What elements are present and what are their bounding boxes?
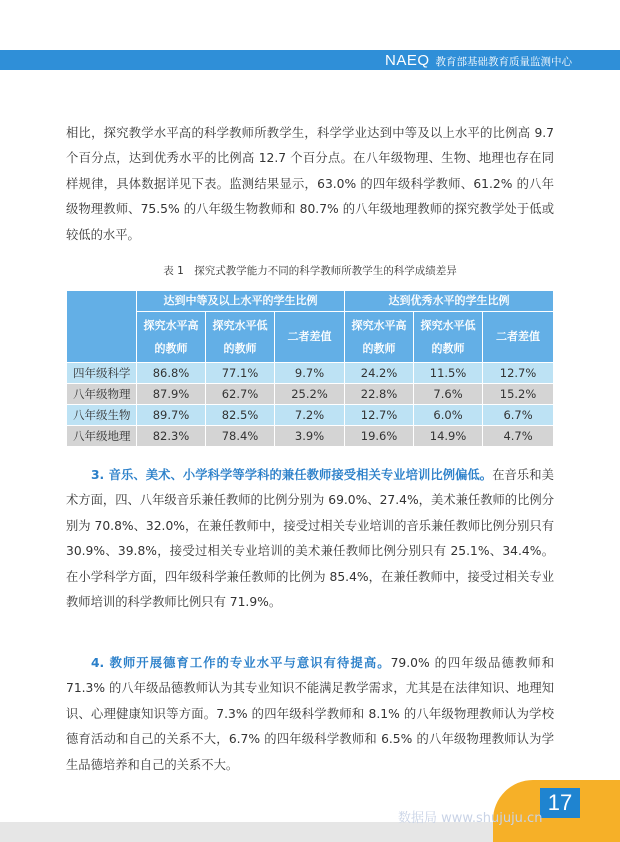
row-label: 四年级科学 [67,363,137,384]
table-cell: 77.1% [206,363,275,384]
table-cell: 89.7% [137,405,206,426]
header-bar [0,50,620,70]
page-number: 17 [547,790,573,815]
sub-header: 探究水平低的教师 [206,312,275,363]
table-cell: 12.7% [483,363,554,384]
paragraph-1: 相比，探究教学水平高的科学教师所教学生，科学学业达到中等及以上水平的比例高 9.7 个百分点，达到优秀水平的比例高 12.7 个百分点。在八年级物理、生物、地理也存在同样规律，具体数据详见下表。监测结果显示，63.0% 的四年级科学教师、61.2% 的八年级物理教师、75.5% 的八年级生物教师和 80.7% 的八年级地理教师的探究教学处于低或较低的水平。 [66,126,554,242]
table-cell: 7.2% [275,405,345,426]
table-cell: 22.8% [345,384,414,405]
table-cell: 19.6% [345,426,414,447]
table-cell: 4.7% [483,426,554,447]
table-cell: 24.2% [345,363,414,384]
table-cell: 9.7% [275,363,345,384]
group-header-medium: 达到中等及以上水平的学生比例 [137,291,345,312]
section-3 [66,463,554,615]
page-number-box [540,788,580,818]
header-org-name: 教育部基础教育质量监测中心 [435,56,572,68]
table-row [67,363,554,384]
table-cell: 87.9% [137,384,206,405]
table-corner-cell [67,291,137,363]
sub-header: 二者差值 [483,312,554,363]
sub-header: 探究水平高的教师 [137,312,206,363]
table-cell: 3.9% [275,426,345,447]
table-cell: 82.3% [137,426,206,447]
table-cell: 82.5% [206,405,275,426]
table-cell: 12.7% [345,405,414,426]
comparison-table [66,290,554,447]
section-3-body: 在音乐和美术方面，四、八年级音乐兼任教师的比例分别为 69.0%、27.4%，美术兼任教师的比例分别为 70.8%、32.0%，在兼任教师中，接受过相关专业培训的音乐兼任教师比例分别只有 30.9%、39.8%，接受过相关专业培训的美术兼任教师比例分别只有 25.1%、34.4%。在小学科学方面，四年级科学兼任教师的比例为 85.4%，在兼任教师中，接受过相关专业教师培训的科学教师比例只有 71.9%。 [66,468,554,610]
section-3-heading: 3. 音乐、美术、小学科学等学科的兼任教师接受相关专业培训比例偏低。 [91,468,493,482]
table-row [67,384,554,405]
row-label: 八年级物理 [67,384,137,405]
table-cell: 15.2% [483,384,554,405]
sub-header: 二者差值 [275,312,345,363]
table-cell: 62.7% [206,384,275,405]
table-cell: 14.9% [414,426,483,447]
sub-header: 探究水平低的教师 [414,312,483,363]
sub-header: 探究水平高的教师 [345,312,414,363]
table-cell: 78.4% [206,426,275,447]
section-4-heading: 4. 教师开展德育工作的专业水平与意识有待提高。 [91,656,391,670]
table-cell: 6.0% [414,405,483,426]
table-cell: 11.5% [414,363,483,384]
table-row [67,426,554,447]
table-cell: 86.8% [137,363,206,384]
table-caption: 表 1 探究式教学能力不同的科学教师所教学生的科学成绩差异 [163,265,457,277]
row-label: 八年级生物 [67,405,137,426]
section-4-body: 79.0% 的四年级品德教师和 71.3% 的八年级品德教师认为其专业知识不能满足教学需求，尤其是在法律知识、地理知识、心理健康知识等方面。7.3% 的四年级科学教师和 8.1% 的八年级物理教师认为学校德育活动和自己的关系不大，6.7% 的四年级科学教师和 6.5% 的八年级物理教师认为学生品德培养和自己的关系不大。 [66,656,554,772]
naeq-logo: NAEQ [384,52,430,69]
group-header-excellent: 达到优秀水平的学生比例 [345,291,554,312]
table-row [67,405,554,426]
header-text [385,50,572,70]
table-cell: 25.2% [275,384,345,405]
section-4 [66,651,554,778]
watermark: 数据局 www.shujuju.cn [398,811,543,826]
table-cell: 7.6% [414,384,483,405]
row-label: 八年级地理 [67,426,137,447]
table-cell: 6.7% [483,405,554,426]
